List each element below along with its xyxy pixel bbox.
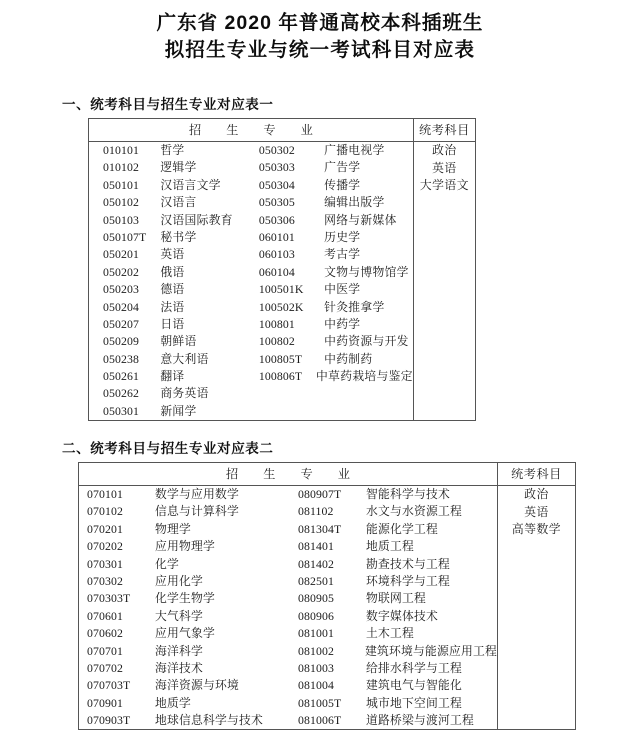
major-name: 地质工程 <box>366 539 414 554</box>
major-row <box>290 660 497 677</box>
majors-columns <box>89 142 413 420</box>
major-code: 070202 <box>87 539 123 554</box>
major-code: 060104 <box>258 264 295 279</box>
major-name: 土木工程 <box>366 626 414 641</box>
major-row <box>79 677 290 694</box>
major-code: 050262 <box>103 386 139 401</box>
major-row <box>290 625 497 642</box>
major-code: 081004 <box>298 678 334 693</box>
major-code: 070901 <box>87 695 123 710</box>
major-name: 应用气象学 <box>155 626 215 641</box>
major-name: 汉语言文学 <box>160 177 221 192</box>
header-majors-label: 招 生 专 业 <box>188 123 324 137</box>
major-name: 秘书学 <box>160 229 197 244</box>
major-code: 070101 <box>87 487 123 501</box>
major-row <box>79 712 290 729</box>
major-name: 道路桥梁与渡河工程 <box>366 713 474 728</box>
major-row <box>290 521 497 538</box>
table-one-body-row <box>89 142 476 421</box>
major-code: 050107T <box>103 229 147 244</box>
table-one-header-row <box>89 119 476 142</box>
section-heading-two: 二、统考科目与招生专业对应表二 <box>62 441 274 456</box>
major-row <box>290 712 497 729</box>
major-row <box>79 538 290 555</box>
major-name: 编辑出版学 <box>324 195 385 210</box>
major-code: 070301 <box>87 556 123 571</box>
major-name: 法语 <box>160 299 185 314</box>
major-code: 081003 <box>298 660 334 675</box>
major-row <box>290 643 497 660</box>
major-row <box>251 212 413 229</box>
major-row <box>251 368 413 385</box>
major-code: 050202 <box>103 264 139 279</box>
major-row <box>290 695 497 712</box>
major-code: 050203 <box>103 282 139 297</box>
major-row <box>79 556 290 573</box>
major-row <box>251 246 413 263</box>
major-code: 050261 <box>103 369 139 384</box>
major-row <box>290 486 497 503</box>
majors-columns <box>79 486 497 729</box>
major-name: 俄语 <box>160 264 185 279</box>
major-name: 应用物理学 <box>155 539 215 554</box>
major-code: 050302 <box>258 143 295 157</box>
major-row <box>290 677 497 694</box>
major-name: 新闻学 <box>160 403 197 418</box>
major-code: 080906 <box>298 608 334 623</box>
major-code: 050301 <box>103 403 139 418</box>
major-name: 朝鲜语 <box>160 334 197 349</box>
table-one-header-subject <box>413 119 475 142</box>
major-row <box>251 177 413 194</box>
major-code: 081304T <box>298 521 342 536</box>
major-row <box>89 229 251 246</box>
document-title <box>0 0 640 64</box>
major-row <box>290 590 497 607</box>
exam-subject: 政治 <box>432 143 457 157</box>
table-two-majors-cell <box>79 486 498 730</box>
major-row <box>79 608 290 625</box>
major-row <box>290 503 497 520</box>
exam-subject: 高等数学 <box>511 522 562 536</box>
major-name: 水文与水资源工程 <box>366 504 462 519</box>
exam-subject-list <box>498 486 575 539</box>
major-name: 中草药栽培与鉴定 <box>316 369 413 384</box>
major-name: 考古学 <box>324 247 361 262</box>
major-code: 081006T <box>298 713 342 728</box>
major-name: 城市地下空间工程 <box>366 695 462 710</box>
majors-column-right <box>251 142 413 420</box>
major-name: 海洋资源与环境 <box>155 678 239 693</box>
major-name: 数字媒体技术 <box>366 608 438 623</box>
major-row <box>79 503 290 520</box>
major-name: 逻辑学 <box>160 160 197 175</box>
major-row <box>89 159 251 176</box>
major-name: 历史学 <box>324 229 361 244</box>
major-code: 070201 <box>87 521 123 536</box>
major-code: 070303T <box>87 591 131 606</box>
major-row <box>79 695 290 712</box>
major-code: 100802 <box>258 334 295 349</box>
major-row <box>89 333 251 350</box>
major-code: 081102 <box>298 504 334 519</box>
major-row <box>251 159 413 176</box>
major-code: 050306 <box>258 212 295 227</box>
major-code: 100806T <box>258 369 303 384</box>
major-row <box>79 643 290 660</box>
major-name: 建筑环境与能源应用工程 <box>365 643 497 658</box>
exam-subject: 英语 <box>524 504 549 519</box>
major-code: 070601 <box>87 608 123 623</box>
major-row <box>79 573 290 590</box>
major-row <box>251 299 413 316</box>
major-row <box>251 142 413 159</box>
table-one-subject-cell <box>413 142 475 421</box>
header-majors-label: 招 生 专 业 <box>226 467 361 481</box>
major-name: 网络与新媒体 <box>324 212 397 227</box>
major-row <box>79 521 290 538</box>
major-code: 070701 <box>87 643 123 658</box>
major-code: 050204 <box>103 299 139 314</box>
title-line-2: 拟招生专业与统一考试科目对应表 <box>164 39 476 61</box>
major-name: 翻译 <box>160 369 185 384</box>
major-row <box>290 573 497 590</box>
major-row <box>89 403 251 420</box>
major-row <box>290 608 497 625</box>
major-code: 070703T <box>87 678 131 693</box>
major-code: 050103 <box>103 212 139 227</box>
major-name: 海洋技术 <box>155 660 203 675</box>
major-code: 081005T <box>298 695 342 710</box>
table-two-header-subject <box>498 463 576 486</box>
major-row <box>251 333 413 350</box>
major-name: 大气科学 <box>155 608 203 623</box>
major-name: 中药学 <box>324 316 361 331</box>
major-code: 010101 <box>103 143 139 157</box>
major-code: 100805T <box>258 351 303 366</box>
major-code: 081402 <box>298 556 334 571</box>
major-code: 050304 <box>258 177 295 192</box>
major-row <box>290 556 497 573</box>
major-name: 商务英语 <box>160 386 209 401</box>
table-one <box>88 118 476 421</box>
major-name: 物联网工程 <box>366 591 426 606</box>
major-code: 050303 <box>258 160 295 175</box>
table-one-header-majors <box>89 119 414 142</box>
major-row <box>89 194 251 211</box>
major-name: 日语 <box>160 316 185 331</box>
major-code: 050238 <box>103 351 139 366</box>
major-code: 060101 <box>258 229 295 244</box>
major-code: 070602 <box>87 626 123 641</box>
major-row <box>251 264 413 281</box>
major-name: 数学与应用数学 <box>155 487 239 501</box>
major-code: 050102 <box>103 195 139 210</box>
major-name: 哲学 <box>160 143 185 157</box>
major-name: 中药资源与开发 <box>324 334 409 349</box>
major-code: 050207 <box>103 316 139 331</box>
major-row <box>251 194 413 211</box>
major-name: 德语 <box>160 282 185 297</box>
major-code: 100502K <box>258 299 304 314</box>
major-row <box>89 177 251 194</box>
exam-subject: 政治 <box>524 487 549 501</box>
major-code: 050305 <box>258 195 295 210</box>
major-name: 建筑电气与智能化 <box>366 678 462 693</box>
major-name: 智能科学与技术 <box>366 487 450 501</box>
major-row <box>79 660 290 677</box>
major-row <box>89 316 251 333</box>
major-row <box>251 351 413 368</box>
major-code: 070302 <box>87 573 123 588</box>
major-code: 080907T <box>298 487 342 501</box>
majors-column-left <box>79 486 290 729</box>
major-row <box>89 246 251 263</box>
major-name: 文物与博物馆学 <box>324 264 409 279</box>
majors-column-left <box>89 142 251 420</box>
table-two-header-majors <box>79 463 498 486</box>
major-name: 物理学 <box>155 521 191 536</box>
title-line-1: 广东省 2020 年普通高校本科插班生 <box>156 12 484 34</box>
major-row <box>290 538 497 555</box>
major-name: 汉语国际教育 <box>160 212 233 227</box>
table-two-subject-cell <box>498 486 576 730</box>
major-name: 地球信息科学与技术 <box>155 713 263 728</box>
major-row <box>79 590 290 607</box>
major-row <box>89 142 251 159</box>
major-name: 中医学 <box>324 282 361 297</box>
major-code: 081002 <box>298 643 334 658</box>
major-code: 070702 <box>87 660 123 675</box>
major-row <box>89 368 251 385</box>
table-two <box>78 462 576 730</box>
majors-column-right <box>290 486 497 729</box>
table-two-body-row <box>79 486 576 730</box>
major-name: 英语 <box>160 247 185 262</box>
major-row <box>89 212 251 229</box>
major-row <box>251 316 413 333</box>
major-row <box>89 264 251 281</box>
major-name: 信息与计算科学 <box>155 504 239 519</box>
major-code: 070903T <box>87 713 131 728</box>
major-name: 广播电视学 <box>324 143 385 157</box>
major-row <box>79 486 290 503</box>
major-name: 勘查技术与工程 <box>366 556 450 571</box>
table-one-majors-cell <box>89 142 414 421</box>
major-name: 应用化学 <box>155 573 203 588</box>
exam-subject: 大学语文 <box>419 178 470 192</box>
header-subject-label: 统考科目 <box>511 467 562 481</box>
major-name: 化学 <box>155 556 179 571</box>
major-name: 环境科学与工程 <box>366 573 450 588</box>
exam-subject: 英语 <box>432 160 457 175</box>
major-name: 中药制药 <box>324 351 373 366</box>
major-code: 081401 <box>298 539 334 554</box>
major-code: 100501K <box>258 282 304 297</box>
major-code: 070102 <box>87 504 123 519</box>
major-row <box>251 281 413 298</box>
major-row <box>89 299 251 316</box>
major-name: 广告学 <box>324 160 361 175</box>
major-code: 050101 <box>103 177 139 192</box>
major-row <box>89 281 251 298</box>
major-row <box>89 385 251 402</box>
major-name: 传播学 <box>324 177 361 192</box>
major-code: 050201 <box>103 247 139 262</box>
major-name: 汉语言 <box>160 195 197 210</box>
major-name: 海洋科学 <box>155 643 203 658</box>
major-name: 针灸推拿学 <box>324 299 385 314</box>
major-code: 082501 <box>298 573 334 588</box>
major-name: 给排水科学与工程 <box>366 660 462 675</box>
major-name: 能源化学工程 <box>366 521 438 536</box>
major-row <box>89 351 251 368</box>
major-row <box>79 625 290 642</box>
major-code: 050209 <box>103 334 139 349</box>
major-code: 010102 <box>103 160 139 175</box>
major-code: 081001 <box>298 626 334 641</box>
major-name: 化学生物学 <box>155 591 215 606</box>
major-name: 地质学 <box>155 695 191 710</box>
major-code: 100801 <box>258 316 295 331</box>
section-heading-one: 一、统考科目与招生专业对应表一 <box>62 97 274 112</box>
major-name: 意大利语 <box>160 351 209 366</box>
exam-subject-list <box>414 142 475 195</box>
header-subject-label: 统考科目 <box>419 123 470 137</box>
major-row <box>251 229 413 246</box>
major-code: 060103 <box>258 247 295 262</box>
table-two-header-row <box>79 463 576 486</box>
major-code: 080905 <box>298 591 334 606</box>
